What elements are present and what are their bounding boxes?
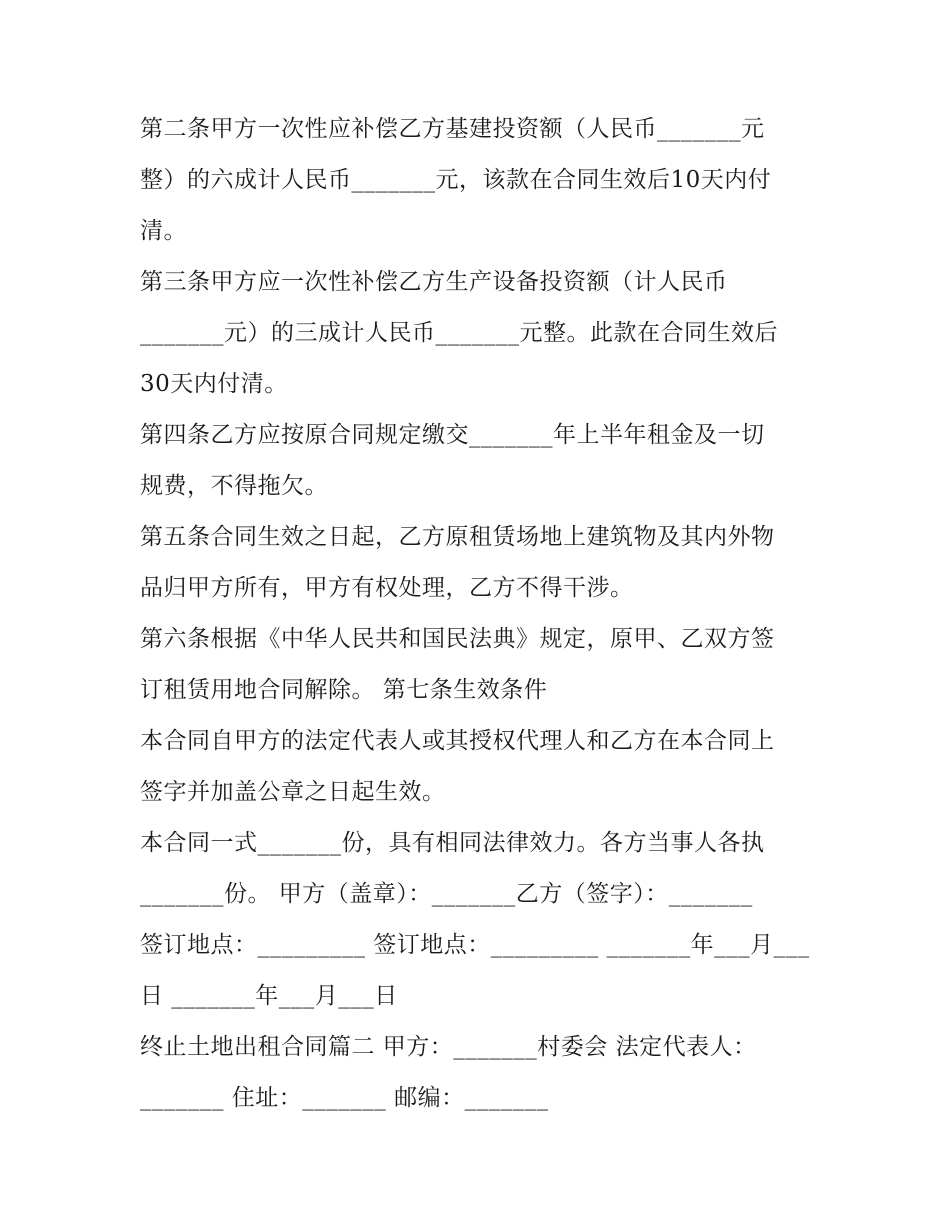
text-line: _______ 住址：_______ 邮编：_______ [140, 1085, 549, 1111]
text-line: 本合同一式_______份，具有相同法律效力。各方当事人各执 [140, 830, 765, 856]
text-line: 第六条根据《中华人民共和国民法典》规定，原甲、乙双方签 [140, 626, 775, 652]
text-line: 第三条甲方应一次性补偿乙方生产设备投资额（计人民币 [140, 269, 728, 295]
text-line: 清。 [140, 218, 187, 244]
text-line: 规费，不得拖欠。 [140, 473, 328, 499]
text-line: 第二条甲方一次性应补偿乙方基建投资额（人民币_______元 [140, 116, 765, 142]
text-line: 签字并加盖公章之日起生效。 [140, 779, 446, 805]
text-line: 本合同自甲方的法定代表人或其授权代理人和乙方在本合同上 [140, 728, 775, 754]
text-line: 第四条乙方应按原合同规定缴交_______年上半年租金及一切 [140, 422, 765, 448]
text-line: _______元）的三成计人民币_______元整。此款在合同生效后 [140, 320, 778, 346]
text-line: 整）的六成计人民币_______元，该款在合同生效后10天内付 [140, 167, 772, 193]
text-line: 第五条合同生效之日起，乙方原租赁场地上建筑物及其内外物 [140, 524, 775, 550]
text-line: 品归甲方所有，甲方有权处理，乙方不得干涉。 [140, 575, 634, 601]
text-line: 日 _______年___月___日 [140, 983, 398, 1009]
text-line: _______份。 甲方（盖章）：_______乙方（签字）：_______ [140, 881, 753, 907]
text-line: 签订地点：_________ 签订地点：_________ _______年___月___ [140, 932, 810, 958]
text-line: 订租赁用地合同解除。 第七条生效条件 [140, 677, 548, 703]
text-line: 30天内付清。 [140, 371, 288, 397]
text-line: 终止土地出租合同篇二 甲方：_______村委会 法定代表人： [140, 1034, 757, 1060]
document-body [140, 104, 820, 1124]
